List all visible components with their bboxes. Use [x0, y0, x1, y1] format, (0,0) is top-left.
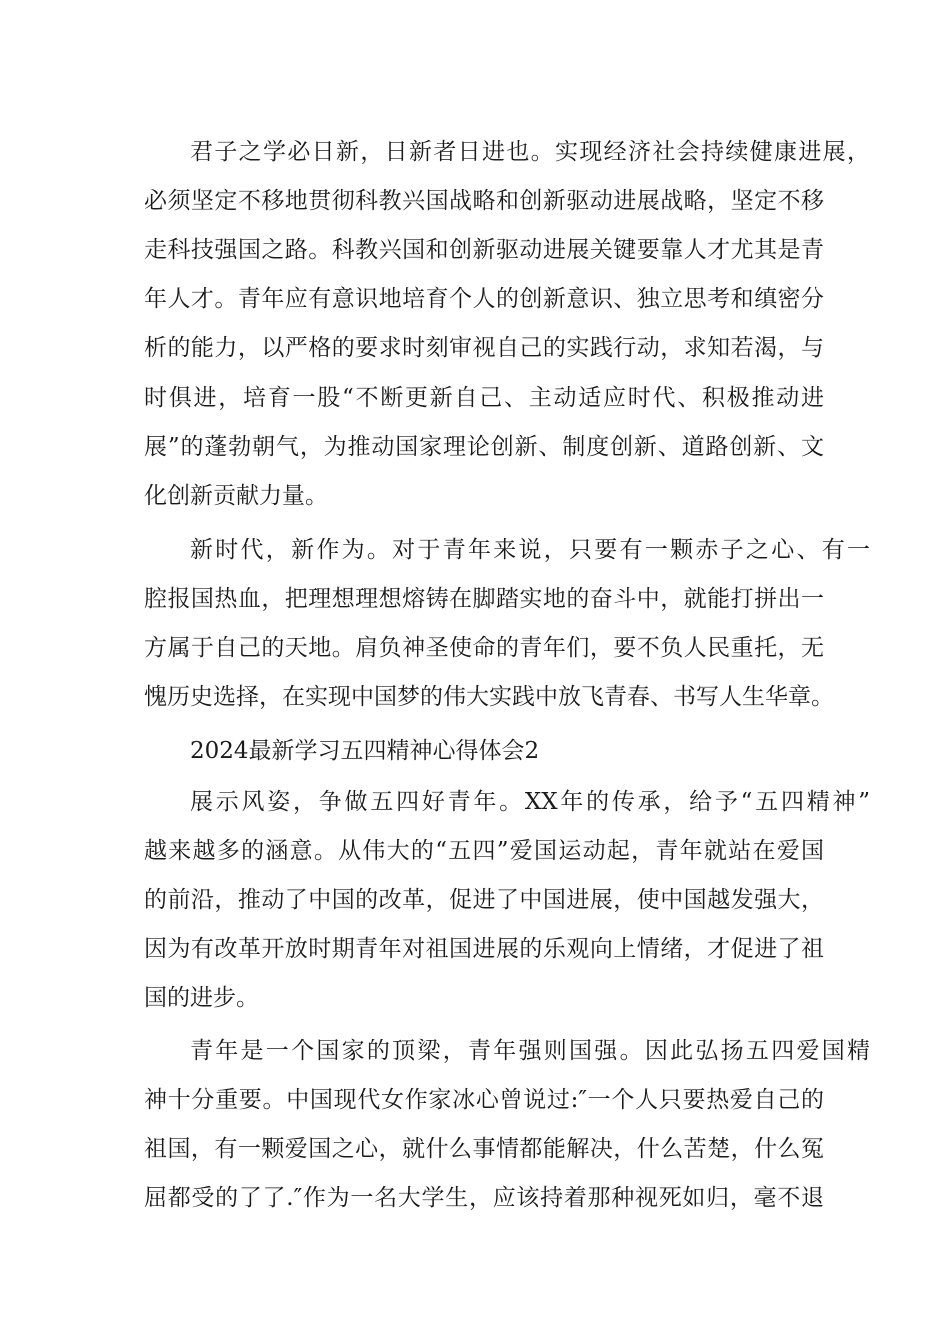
paragraph-line: 时俱进，培育一股“不断更新自己、主动适应时代、积极推动进	[144, 385, 824, 411]
paragraph-line: 国的进步。	[144, 985, 259, 1011]
paragraph-line: 展”的蓬勃朝气，为推动国家理论创新、制度创新、道路创新、文	[144, 434, 824, 460]
paragraph-line: 年人才。青年应有意识地培育个人的创新意识、独立思考和缜密分	[144, 286, 824, 312]
paragraph-line: 走科技强国之路。科教兴国和创新驱动进展关键要靠人才尤其是青	[144, 237, 824, 263]
paragraph-line: 神十分重要。中国现代女作家冰心曾说过:″一个人只要热爱自己的	[144, 1087, 824, 1113]
paragraph-line: 腔报国热血，把理想理想熔铸在脚踏实地的奋斗中，就能打拼出一	[144, 586, 824, 612]
paragraph-line: 必须坚定不移地贯彻科教兴国战略和创新驱动进展战略，坚定不移	[144, 188, 824, 214]
paragraph-line: 展示风姿，争做五四好青年。XX年的传承，给予“五四精神”	[190, 789, 870, 815]
paragraph-line: 屈都受的了了.″作为一名大学生，应该持着那种视死如归，毫不退	[144, 1185, 824, 1211]
paragraph-line: 祖国，有一颗爱国之心，就什么事情都能解决，什么苦楚，什么冤	[144, 1136, 824, 1162]
section-heading: 2024最新学习五四精神心得体会2	[190, 738, 540, 764]
paragraph-line: 因为有改革开放时期青年对祖国进展的乐观向上情绪，才促进了祖	[144, 936, 824, 962]
paragraph-line: 新时代，新作为。对于青年来说，只要有一颗赤子之心、有一	[190, 537, 870, 563]
paragraph-line: 越来越多的涵意。从伟大的“五四”爱国运动起，青年就站在爱国	[144, 838, 824, 864]
paragraph-line: 析的能力，以严格的要求时刻审视自己的实践行动，求知若渴，与	[144, 335, 824, 361]
paragraph-line: 愧历史选择，在实现中国梦的伟大实践中放飞青春、书写人生华章。	[144, 684, 834, 710]
paragraph-line: 化创新贡献力量。	[144, 483, 328, 509]
paragraph-line: 君子之学必日新，日新者日进也。实现经济社会持续健康进展，	[190, 139, 870, 165]
paragraph-line: 方属于自己的天地。肩负神圣使命的青年们，要不负人民重托，无	[144, 635, 824, 661]
paragraph-line: 青年是一个国家的顶梁，青年强则国强。因此弘扬五四爱国精	[190, 1038, 870, 1064]
paragraph-line: 的前沿，推动了中国的改革，促进了中国进展，使中国越发强大，	[144, 887, 824, 913]
